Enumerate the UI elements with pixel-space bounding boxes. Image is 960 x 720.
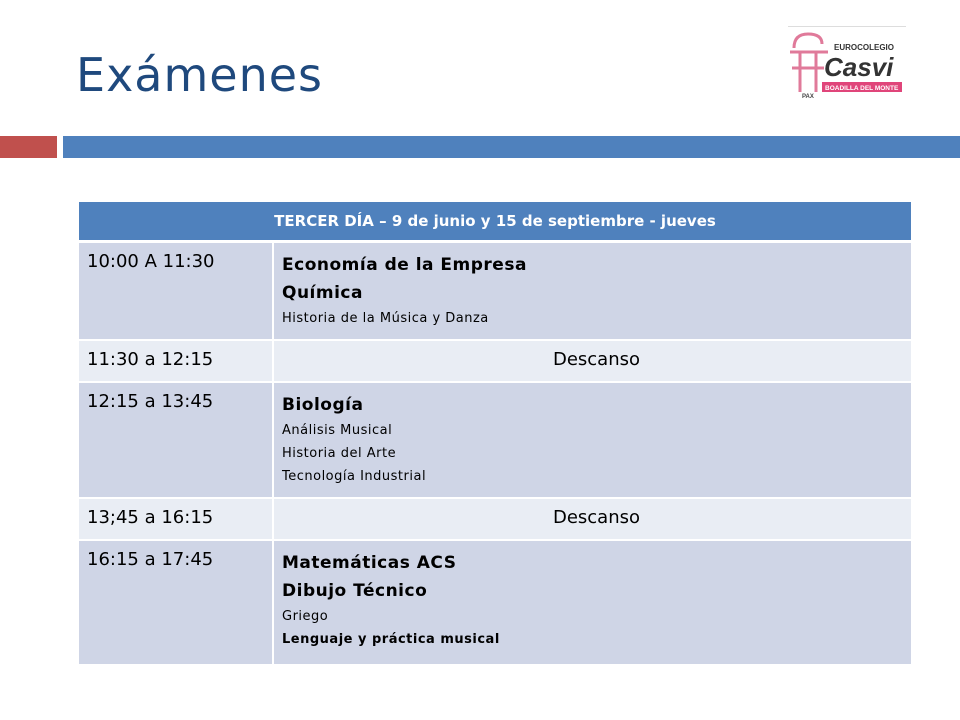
time-cell: 10:00 A 11:30 <box>79 242 273 340</box>
table-row <box>79 498 911 540</box>
svg-text:EUROCOLEGIO: EUROCOLEGIO <box>834 43 895 52</box>
table-row <box>79 340 911 382</box>
subject-major: Biología <box>282 394 364 415</box>
subjects-cell <box>273 540 911 664</box>
time-cell: 12:15 a 13:45 <box>79 382 273 498</box>
break-cell: Descanso <box>273 498 911 540</box>
subjects-cell <box>273 242 911 340</box>
time-cell: 11:30 a 12:15 <box>79 340 273 382</box>
subject-minor: Análisis Musical <box>282 422 393 438</box>
subject-minor: Historia de la Música y Danza <box>282 311 489 326</box>
subject-major: Economía de la Empresa <box>282 255 527 275</box>
table-row <box>79 242 911 340</box>
break-cell: Descanso <box>273 340 911 382</box>
accent-bar-blue <box>63 136 960 158</box>
accent-bar-red <box>0 136 57 158</box>
svg-text:Casvi: Casvi <box>824 52 894 82</box>
subjects-cell <box>273 382 911 498</box>
school-logo <box>788 26 906 100</box>
table-row <box>79 382 911 498</box>
time-cell: 13;45 a 16:15 <box>79 498 273 540</box>
svg-text:BOADILLA DEL MONTE: BOADILLA DEL MONTE <box>825 85 899 92</box>
page-title: Exámenes <box>76 48 324 102</box>
table-header: TERCER DÍA – 9 de junio y 15 de septiembre - jueves <box>79 202 911 242</box>
subject-major: Química <box>282 283 363 303</box>
subject-minor: Tecnología Industrial <box>282 468 427 484</box>
subject-minor: Griego <box>282 608 329 624</box>
exam-schedule-table <box>79 202 911 664</box>
svg-text:PAX: PAX <box>802 94 814 100</box>
subject-major: Dibujo Técnico <box>282 580 428 601</box>
time-cell: 16:15 a 17:45 <box>79 540 273 664</box>
subject-minor: Historia del Arte <box>282 445 397 461</box>
subject-major: Matemáticas ACS <box>282 552 457 573</box>
table-row <box>79 540 911 664</box>
subject-minor: Lenguaje y práctica musical <box>282 631 500 647</box>
